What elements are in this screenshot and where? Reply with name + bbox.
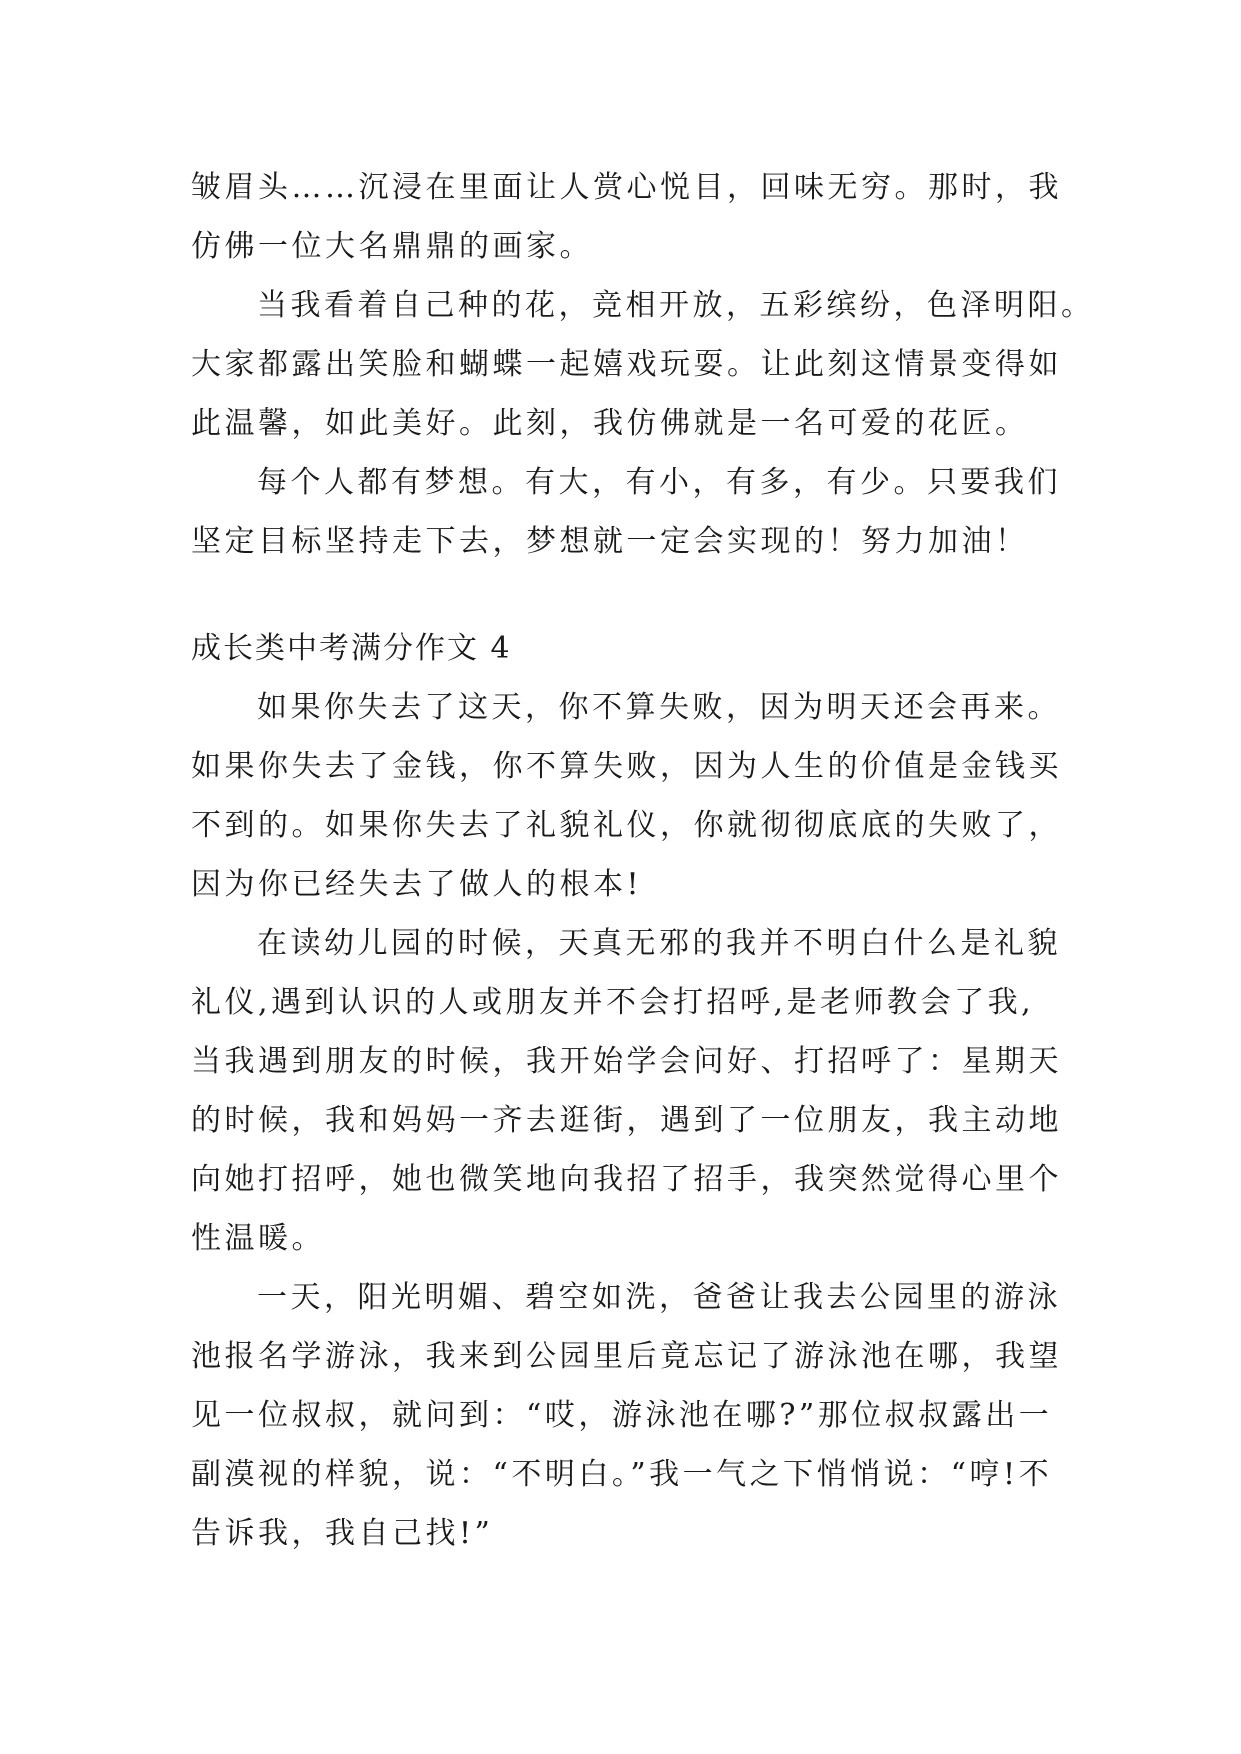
text-line: 性温暖。 — [191, 1221, 325, 1256]
text-line: 当我遇到朋友的时候，我开始学会问好、打招呼了：星期天 — [191, 1044, 1062, 1079]
text-line: 副漠视的样貌，说：“不明白。”我一气之下悄悄说：“哼!不 — [191, 1457, 1053, 1492]
section-1 — [191, 158, 1095, 571]
paragraph-2 — [191, 276, 1095, 453]
text-line: 因为你已经失去了做人的根本! — [191, 867, 643, 902]
paragraph-3 — [191, 453, 1091, 571]
text-line: 在读幼儿园的时候，天真无邪的我并不明白什么是礼貌 — [257, 926, 1061, 961]
paragraph-5 — [191, 914, 1091, 1268]
section-heading: 成长类中考满分作文 4 — [191, 631, 512, 666]
text-line: 如果你失去了金钱，你不算失败，因为人生的价值是金钱买 — [191, 749, 1062, 784]
section-2 — [191, 619, 1091, 1563]
text-line: 礼仪,遇到认识的人或朋友并不会打招呼,是老师教会了我, — [191, 985, 1035, 1020]
text-line: 向她打招呼，她也微笑地向我招了招手，我突然觉得心里个 — [191, 1162, 1062, 1197]
text-line: 大家都露出笑脸和蝴蝶一起嬉戏玩耍。让此刻这情景变得如 — [191, 347, 1062, 382]
text-line: 告诉我，我自己找!” — [191, 1516, 494, 1551]
text-line: 一天，阳光明媚、碧空如洗，爸爸让我去公园里的游泳 — [257, 1280, 1061, 1315]
text-line: 的时候，我和妈妈一齐去逛街，遇到了一位朋友，我主动地 — [191, 1103, 1062, 1138]
paragraph-1 — [191, 158, 1091, 276]
paragraph-6 — [191, 1268, 1091, 1563]
text-line: 每个人都有梦想。有大，有小，有多，有少。只要我们 — [257, 465, 1061, 500]
text-line: 见一位叔叔，就问到：“哎，游泳池在哪?”那位叔叔露出一 — [191, 1398, 1053, 1433]
text-line: 仿佛一位大名鼎鼎的画家。 — [191, 229, 593, 264]
text-line: 池报名学游泳，我来到公园里后竟忘记了游泳池在哪，我望 — [191, 1339, 1062, 1374]
text-line: 坚定目标坚持走下去，梦想就一定会实现的！努力加油！ — [191, 524, 1029, 559]
text-line: 如果你失去了这天，你不算失败，因为明天还会再来。 — [257, 690, 1061, 725]
paragraph-4 — [191, 678, 1091, 914]
text-line: 当我看着自己种的花，竞相开放，五彩缤纷，色泽明阳。 — [257, 288, 1095, 323]
text-line: 不到的。如果你失去了礼貌礼仪，你就彻彻底底的失败了， — [191, 808, 1062, 843]
text-line: 此温馨，如此美好。此刻，我仿佛就是一名可爱的花匠。 — [191, 406, 1029, 441]
text-line: 皱眉头……沉浸在里面让人赏心悦目，回味无穷。那时，我 — [191, 170, 1062, 205]
